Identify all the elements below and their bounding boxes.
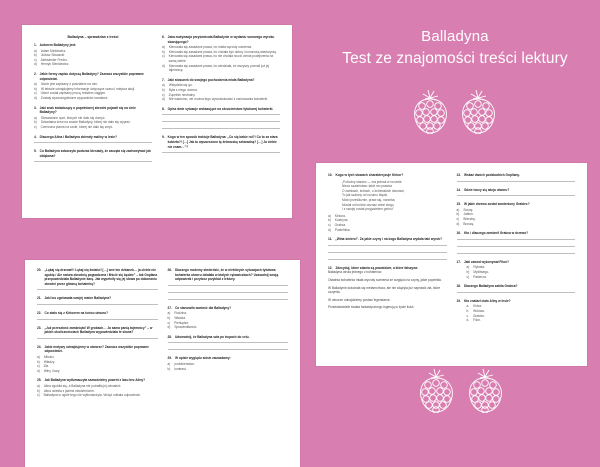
question-number: 9. — [162, 135, 165, 140]
question-number: 2. — [34, 71, 37, 76]
worksheet-page-3 — [25, 260, 300, 467]
question-number: 16. — [456, 231, 461, 236]
raspberry-icon — [463, 367, 507, 413]
question-text — [37, 311, 158, 316]
quote-line: Nieco szaleństwa: takiż mu prawisz — [342, 184, 393, 189]
question-label: Jaki stosunek do swojego pochodzenia miała Balladyna? — [167, 77, 255, 82]
page-3-left-column — [37, 268, 158, 459]
option-text: Henryk Sienkiewicz. — [40, 62, 70, 67]
question-label: Jakie motywy odnajdujemy w utworze? Zaznacz wszystkie poprawne odpowiedzi. — [44, 344, 149, 354]
option-text: Rodzina. — [174, 311, 187, 316]
question — [168, 306, 289, 330]
question-label: Jaki los zgotowała swojej matce Balladyna? — [44, 296, 112, 301]
question — [34, 149, 152, 162]
answer-option — [162, 54, 280, 63]
question-number: 19. — [456, 298, 461, 303]
answer-line — [162, 152, 280, 153]
question-label: „Wina śmierci”. Za jakie czyny i na kogo Balladyna wydała taki wyrok? — [335, 237, 443, 242]
option-text: Juliusz Słowacki. — [40, 53, 65, 58]
answer-line — [37, 304, 158, 305]
option-text: Kierowała się zasadami prawa, bo wiedziała, że wszyscy poznali już jej tajemnicę. — [168, 63, 270, 73]
question-label: W jakie drzewo został zamieniony Grabiec? — [463, 202, 530, 207]
option-text: Wstydziła się go. — [168, 83, 193, 88]
hero-title: Balladyna — [421, 28, 489, 45]
question — [34, 72, 152, 101]
question — [457, 188, 576, 197]
option-text: Winy i kary. — [43, 368, 61, 373]
answer-option — [457, 275, 576, 280]
raspberry-icon — [408, 88, 452, 134]
option-letter: c) — [328, 222, 331, 227]
hero-title-block — [320, 27, 590, 71]
option-text: Balladyna w ogóle tego nie wytłumaczyła. Wciąż unikała odpowiedzi. — [43, 393, 141, 398]
option-text: Pieniądze. — [174, 320, 190, 325]
question-number: 5. — [34, 149, 37, 154]
answer-line — [457, 253, 576, 254]
answer-option — [168, 367, 289, 372]
question-label: Kogo w tych słowach charakteryzuje Kirkor? — [335, 173, 404, 177]
option-letter: b) — [162, 49, 165, 54]
option-text: Szkarłatna krew na szacie Balladyny, której nie dało się wyprać. — [40, 120, 131, 125]
question-number: 21. — [37, 296, 42, 301]
question-text — [328, 173, 447, 178]
answer-line — [457, 195, 576, 196]
question-text — [457, 173, 576, 178]
quote-line: Mówi prześlicznie, prawi się, narzeka; — [342, 197, 396, 202]
question-label: Udowodnij, że Balladyna szła po trupach do celu. — [174, 334, 250, 339]
question-label: Kto znalazł ciało Aliny w lesie? — [463, 298, 511, 303]
question-number: 8. — [162, 106, 165, 111]
question-text — [37, 378, 158, 383]
question — [168, 268, 289, 300]
option-letter: b. — [466, 308, 470, 313]
quote-line: „Pobożny starzec — ma jednak w rozumie — [342, 179, 402, 184]
option-letter: b) — [34, 86, 37, 91]
question — [457, 173, 576, 182]
quote-line: To jak szalony od rozumu błądzi, — [342, 193, 389, 198]
option-letter: b) — [167, 315, 171, 320]
answer-options — [168, 311, 289, 329]
option-text: Czerwona plama na czole, której nie dało się zmyć. — [40, 124, 114, 129]
hero-subtitle: Test ze znajomości treści lektury — [342, 50, 568, 67]
answer-options — [162, 83, 280, 101]
page-2-right-column — [457, 173, 576, 356]
question — [37, 378, 158, 397]
option-text: Kierowała się zasadami prawa, bo chciała być dobrą i honorową władczynią. — [168, 49, 277, 54]
option-text: Nie wiadomo, nie można tego wywnioskować z zachowania bohaterki. — [168, 97, 268, 102]
option-text: Zła. — [43, 364, 49, 369]
option-text: Brzozę. — [463, 221, 475, 226]
question-number: 15. — [456, 202, 461, 207]
answer-options — [328, 214, 447, 232]
option-text: Alina uciekła z jakimś młodzieńcem. — [43, 388, 95, 393]
option-letter: d) — [34, 95, 37, 100]
question-number: 6. — [162, 35, 165, 39]
raspberry-icon — [414, 367, 458, 413]
question-label: „Już przeszłość zamknięta! W grobach… Ja sama panią tajemnicy” – w jakich okolicznościach Balladyna wypowiedziała te słowa? — [44, 325, 153, 335]
question-number: 14. — [456, 187, 461, 192]
answer-line — [37, 338, 158, 339]
question-text — [457, 299, 576, 304]
question-number: 13. — [456, 173, 461, 177]
option-text: Jabłoń. — [463, 212, 474, 217]
answer-line — [168, 342, 289, 343]
answer-line — [168, 299, 289, 300]
question-label: Kto i dlaczego zamienił Grabca w drzewo? — [463, 231, 529, 236]
option-text: kontrast. — [174, 366, 187, 371]
option-text: Filon. — [473, 318, 481, 323]
question — [168, 335, 289, 351]
question-text — [457, 188, 576, 193]
true-false-statement: W utworze odnajdziemy postaci legendarne. — [328, 297, 391, 302]
question-text — [168, 335, 289, 340]
question-text — [457, 260, 576, 265]
option-text: Władza. — [174, 315, 186, 320]
option-text: Grabca. — [334, 222, 346, 227]
answer-line — [162, 128, 280, 129]
question-number: 10. — [328, 173, 333, 177]
answer-options — [34, 116, 152, 130]
option-letter: d) — [456, 221, 460, 226]
question — [328, 237, 447, 260]
answer-line — [168, 349, 289, 350]
option-letter: a) — [167, 311, 171, 316]
question-label: Co stało się z Kirkorem na końcu utworu? — [44, 310, 109, 315]
option-text: Adam Mickiewicz. — [40, 48, 67, 53]
answer-options — [34, 49, 152, 67]
option-text: Wdowa. — [473, 308, 485, 313]
answer-line — [34, 161, 152, 162]
question-text — [37, 345, 158, 354]
option-letter: c) — [167, 320, 171, 325]
quote-line: Musiał od królów doznać wiele złego, — [342, 202, 395, 207]
question-text — [328, 237, 447, 242]
option-text: Kirkor. — [473, 304, 483, 309]
question-text — [457, 284, 576, 289]
question-number: 3. — [34, 105, 37, 110]
answer-line — [457, 246, 576, 247]
option-letter: d) — [162, 97, 165, 102]
answer-line — [457, 292, 576, 293]
option-letter: b) — [328, 218, 331, 223]
question-number: 11. — [328, 237, 333, 242]
answer-line — [328, 259, 447, 260]
true-false-statement: Ostatnia bohaterka miała wyrzuty sumienia ze względu na czyny, jakie popełniła. — [328, 277, 442, 282]
option-text: Sprawiedliwość. — [174, 325, 198, 330]
option-text: Kostryna. — [334, 218, 349, 223]
option-letter: c) — [37, 364, 40, 369]
page-1-right-column — [162, 35, 280, 208]
question-text — [457, 202, 576, 207]
question-label: Wskaż dwóch podskarbich Gopliany. — [463, 173, 520, 177]
question-number: 18. — [456, 284, 461, 289]
question — [457, 202, 576, 226]
option-text: Zostały wyszczególnione wypowiedzi narratora. — [40, 95, 108, 100]
question — [457, 284, 576, 293]
question-number: 29. — [167, 356, 172, 361]
quote-line: I z swojej został przyjacielem gminu" — [342, 207, 394, 212]
question-label: Opisz dwie sytuacje wskazujące na okrucieństwo tytułowej bohaterki. — [167, 106, 274, 111]
question-number: 20. — [37, 268, 42, 272]
option-text: Utwór jest zapisany z podziałem na role. — [40, 82, 98, 87]
option-letter: d) — [167, 325, 171, 330]
option-letter: b) — [37, 388, 40, 393]
option-letter: d) — [162, 63, 165, 68]
question — [168, 356, 289, 371]
question — [162, 78, 280, 102]
question-text — [162, 135, 280, 149]
answer-options — [37, 384, 158, 398]
question-label: Autorem Balladyny jest: — [39, 43, 77, 47]
option-letter: c) — [34, 124, 37, 129]
option-letter: d) — [37, 368, 40, 373]
answer-line — [37, 289, 158, 290]
answer-line — [457, 239, 576, 240]
option-letter: a) — [167, 361, 171, 366]
option-letter: b) — [167, 366, 171, 371]
option-text: Miłości. — [43, 354, 55, 359]
answer-option — [162, 64, 280, 73]
option-text: Była z niego dumna. — [168, 87, 198, 92]
question-text — [37, 268, 158, 286]
quote-line: O zamkach, królach, o królewskich dworach, — [342, 188, 405, 193]
option-text: Utwór został zapisany prozą, tekstem ciągłym. — [40, 91, 107, 96]
option-text: Wierzbę. — [463, 216, 476, 221]
option-letter: a) — [34, 48, 37, 53]
question-label: Dlaczego Alina i Balladyna zbierały maliny w lesie? — [39, 134, 117, 139]
answer-line — [162, 114, 280, 115]
answer-option — [37, 393, 158, 398]
option-letter: c) — [466, 274, 470, 279]
option-text: Sosnę. — [463, 207, 474, 212]
question — [162, 35, 280, 73]
option-letter: c. — [466, 313, 469, 318]
question-label: Co stanowiło wartość dla Balladyny? — [174, 305, 232, 310]
answer-option — [168, 325, 289, 330]
question-label: Dlaczego możemy stwierdzić, że w niektórych sytuacjach tytułowa bohaterka utworu działała w białych rękawiczkach? Uzasadnij swoją odpowiedź i przytocz przykład z lektury. — [174, 268, 279, 282]
option-letter: b) — [37, 359, 40, 364]
option-letter: d. — [466, 318, 470, 323]
question — [37, 345, 158, 374]
question — [457, 299, 576, 323]
answer-options — [34, 82, 152, 100]
question-label: Jakie formy zapisu dotyczą Balladyny? Zaznacz wszystkie poprawne odpowiedzi. — [39, 71, 144, 81]
option-letter: d) — [34, 62, 37, 67]
question-text — [168, 356, 289, 361]
option-text: Władzy. — [43, 359, 55, 364]
question-number: 28. — [167, 334, 172, 339]
question — [162, 135, 280, 153]
question-number: 1. — [34, 43, 37, 47]
option-letter: d) — [328, 227, 331, 232]
question-number: 24. — [37, 344, 42, 349]
answer-option — [457, 222, 576, 227]
option-letter: a) — [162, 45, 165, 50]
question-text — [34, 43, 152, 48]
option-text: Kierowała się zasadami prawa, bo nie chciała rzucić cienia podejrzenia na samą siebie. — [168, 54, 274, 63]
raspberry-icon — [456, 88, 500, 134]
question — [328, 266, 447, 310]
option-letter: c) — [34, 57, 37, 62]
question-label: Jaka motywacja przyświecała Balladynie w wydaniu surowego wyroku skazującego? — [167, 35, 275, 44]
option-letter: b) — [34, 53, 37, 58]
option-letter: b) — [456, 212, 460, 217]
option-letter: b) — [162, 87, 165, 92]
true-false-statement: Balladyna otruła jednego z bohaterów. — [328, 270, 383, 275]
question — [328, 173, 447, 232]
option-text: Myśliwego. — [473, 269, 490, 274]
question-label: W opisie wyglądu sióstr zauważamy: — [174, 356, 231, 361]
question — [34, 135, 152, 144]
option-letter: a) — [456, 207, 460, 212]
question-label: Jak Balladyna wytłumaczyła samodzielny powrót z lasu bez Aliny? — [44, 378, 146, 383]
option-text: Kirkora. — [334, 213, 346, 218]
question-label: Gdzie toczy się akcja utworu? — [463, 187, 510, 192]
quote-block — [328, 180, 447, 212]
question-label: Jaki zawód wykonywał Filon? — [463, 259, 509, 264]
question-number: 12. — [328, 265, 333, 270]
question-text — [34, 149, 152, 158]
option-text: Rybaka. — [473, 265, 486, 270]
answer-line — [328, 245, 447, 246]
answer-line — [37, 319, 158, 320]
option-letter: c) — [34, 91, 37, 96]
option-text: Alina zgubiła się, a Balladyna nie potrafiła jej odnaleźć. — [43, 383, 122, 388]
option-letter: b) — [466, 269, 470, 274]
answer-line — [328, 252, 447, 253]
question-label: Co Balladyna zobaczyła podczas biesiady, że zaczęła się zachowywać jak obłąkana? — [39, 149, 151, 158]
answer-option — [34, 62, 152, 67]
option-text: Pasterza. — [473, 274, 487, 279]
answer-option — [37, 369, 158, 374]
question — [37, 311, 158, 320]
option-letter: c) — [456, 216, 460, 221]
question — [34, 106, 152, 130]
option-letter: a) — [328, 213, 331, 218]
question-number: 23. — [37, 325, 42, 330]
question-text — [162, 78, 280, 83]
answer-options — [457, 265, 576, 279]
question-number: 4. — [34, 134, 37, 139]
question-text — [168, 306, 289, 311]
question — [37, 326, 158, 339]
option-letter: a) — [34, 115, 37, 120]
question-label: „Lękaj się drzewa!!! Lękaj się kwiatu!! […] weź ten dzbanek… ja ciebie nie zgubię / Ale natura zbrodnią pogwałcona / Mścić się będzie” – tak Gopłana przepowiedziała Balladynie karę. Jak wypełniły się jej słowa po dokonaniu zbrodni przez główną bohaterkę? — [44, 268, 158, 286]
question-text — [34, 106, 152, 115]
true-false-statement: W Balladynie dokonała się metamorfoza, ale nie zdążyła już naprawić zła, które uczyniła. — [328, 285, 441, 295]
answer-options — [168, 362, 289, 371]
option-text: Pustelnika. — [334, 227, 351, 232]
question — [34, 43, 152, 67]
option-letter: a) — [37, 354, 40, 359]
option-text: Grabiec. — [472, 313, 486, 318]
true-false-statement: Przedstawiciele świata fantastycznego ingerują w życie ludzi. — [328, 305, 415, 310]
answer-line — [34, 142, 152, 143]
option-letter: c) — [162, 92, 165, 97]
question-text — [168, 268, 289, 282]
option-text: podobieństwo. — [174, 361, 195, 366]
question-number: 17. — [456, 259, 461, 264]
answer-line — [168, 285, 289, 286]
question-number: 26. — [167, 268, 172, 272]
option-letter: b) — [34, 120, 37, 125]
question-number: 22. — [37, 310, 42, 315]
option-text: Skrwawione ręce, których nie dało się domyć. — [40, 115, 106, 120]
page-1-left-column — [34, 35, 152, 208]
option-letter: c) — [37, 393, 40, 398]
question-number: 25. — [37, 378, 42, 383]
question-text — [162, 35, 280, 44]
answer-option — [328, 228, 447, 233]
worksheet-page-2 — [316, 163, 587, 366]
option-text: W tekście odnajdujemy informacje dotyczące czasu i miejsca akcji. — [40, 86, 136, 91]
question-number: 27. — [167, 305, 172, 310]
option-letter: a) — [162, 83, 165, 88]
page-2-left-column — [328, 173, 447, 356]
answer-line — [457, 181, 576, 182]
question — [457, 231, 576, 254]
worksheet-page-1 — [22, 25, 292, 218]
question-number: 7. — [162, 77, 165, 82]
option-letter: a) — [466, 265, 470, 270]
option-letter: a. — [466, 304, 470, 309]
answer-option — [34, 125, 152, 130]
page-3-right-column — [168, 268, 289, 459]
question-label: Dlaczego Balladyna zabiła Grabca? — [463, 284, 518, 289]
question — [37, 296, 158, 305]
option-text: Kierowała się zasadami prawa, bo miała wyrzuty sumienia. — [168, 45, 252, 50]
question-label: Zdecyduj, które zdania są prawdziwe, a które fałszywe. — [335, 265, 419, 270]
answer-line — [168, 292, 289, 293]
option-letter: a) — [37, 383, 40, 388]
question-text — [34, 135, 152, 140]
question-label: Kogo w ten sposób traktuje Balladyna: „Co się babie roi?! Co to za stara kobieta?! […] Jak tu wpuszczono tę żebraczkę szkaradną? […] Ja ciebie nie znam…”? — [167, 135, 278, 149]
answer-option — [457, 318, 576, 323]
option-letter: c) — [162, 54, 165, 59]
question — [37, 268, 158, 290]
question-text — [457, 231, 576, 236]
option-text: Zupełnie neutralny. — [168, 92, 196, 97]
question — [457, 260, 576, 279]
answer-options — [37, 355, 158, 373]
answer-option — [34, 96, 152, 101]
page-title: Balladyna – sprawdzian z treści — [67, 35, 119, 39]
question — [162, 107, 280, 130]
question-text — [37, 296, 158, 301]
question-text — [162, 107, 280, 112]
option-letter: a) — [34, 82, 37, 87]
question-text — [34, 72, 152, 81]
question-label: Jaki znak świadczący o popełnionej zbrodni pojawił się na ciele Balladyny? — [39, 105, 136, 115]
answer-options — [162, 45, 280, 73]
question-text — [37, 326, 158, 335]
answer-option — [162, 97, 280, 102]
option-text: Aleksander Fredro. — [40, 57, 68, 62]
answer-options — [457, 208, 576, 226]
answer-line — [162, 121, 280, 122]
answer-options — [457, 304, 576, 322]
